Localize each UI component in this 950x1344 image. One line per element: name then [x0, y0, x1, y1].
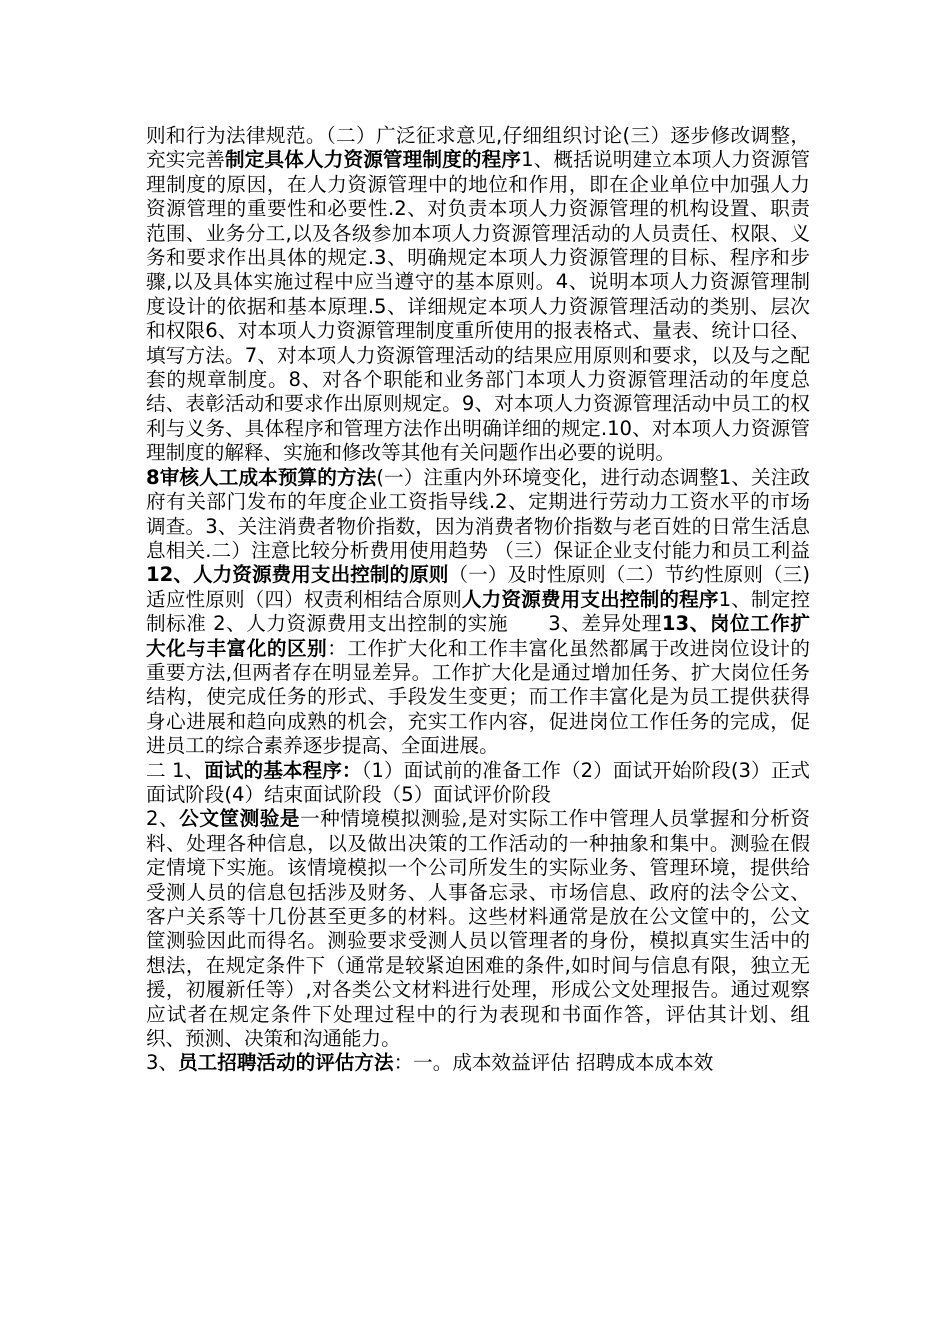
- paragraph-in-basket-test: [146, 807, 810, 1051]
- text-run: 二 1、: [146, 758, 205, 782]
- heading-run: 人力资源费用支出控制的程序: [461, 587, 719, 611]
- paragraph-hr-system-procedure: [146, 124, 810, 466]
- text-run: 2、: [146, 807, 180, 831]
- heading-run: 13、岗位工作扩大化与丰富化的区别: [146, 612, 810, 660]
- text-run: 3、: [146, 1051, 179, 1075]
- heading-run: 12、人力资源费用支出控制的原则: [146, 563, 449, 587]
- paragraph-labor-cost-budget: [146, 466, 810, 759]
- heading-run: 员工招聘活动的评估方法: [178, 1051, 394, 1075]
- heading-run: 制定具体人力资源管理制度的程序: [224, 148, 522, 172]
- text-run: 1、制定控制标准 2、人力资源费用支出控制的实施 3、差异处理: [146, 587, 811, 636]
- paragraph-interview-procedure: [146, 759, 810, 808]
- heading-run: 面试的基本程序：: [204, 758, 362, 782]
- heading-run: 公文筐测验是: [179, 807, 301, 831]
- text-run: ：一。成本效益评估 招聘成本成本效: [393, 1051, 714, 1075]
- document-page: [146, 124, 810, 1076]
- text-run: （1）面试前的准备工作（2）面试开始阶段(3）正式面试阶段(4）结束面试阶段（5）面试评价阶段: [146, 758, 810, 806]
- text-run: （一）及时性原则（二）节约性原则（三)适应性原则（四）权责利相结合原则: [146, 563, 810, 611]
- text-run: 1、概括说明建立本项人力资源管理制度的原因，在人力资源管理中的地位和作用，即在企业单位中加强人力资源管理的重要性和必要性.2、对负责本项人力资源管理的机构设置、职责范围、业务分工,以及各级参加本项人力资源管理活动的人员责任、权限、义务和要求作出具体的规定.3、明确规定本项人力资源管理的目标、程序和步骤,以及具体实施过程中应当遵守的基本原则。4、说明本项人力资源管理制度设计的依据和基本原理.5、详细规定本项人力资源管理活动的类别、层次和权限6、对本项人力资源管理制度重所使用的报表格式、量表、统计口径、填写方法。7、对本项人力资源管理活动的结果应用原则和要求，以及与之配套的规章制度。8、对各个职能和业务部门本项人力资源管理活动的年度总结、表彰活动和要求作出原则规定。9、对本项人力资源管理活动中员工的权利与义务、具体程序和管理方法作出明确详细的规定.10、对本项人力资源管理制度的解释、实施和修改等其他有关问题作出必要的说明。: [146, 148, 811, 465]
- paragraph-recruitment-evaluation: [146, 1051, 810, 1075]
- text-run: ：工作扩大化和工作丰富化虽然都属于改进岗位设计的重要方法,但两者存在明显差异。工作扩大化是通过增加任务、扩大岗位任务结构，使完成任务的形式、手段发生变更；而工作丰富化是为员工提供获得身心进展和趋向成熟的机会，充实工作内容，促进岗位工作任务的完成，促进员工的综合素养逐步提高、全面进展。: [146, 636, 811, 758]
- text-run: (一）注重内外环境变化，进行动态调整1、关注政府有关部门发布的年度企业工资指导线.2、定期进行劳动力工资水平的市场调查。3、关注消费者物价指数，因为消费者物价指数与老百姓的日常生活息息相关.二）注意比较分析费用使用趋势 （三）保证企业支付能力和员工利益: [146, 465, 810, 562]
- heading-run: 8审核人工成本预算的方法: [146, 465, 377, 489]
- text-run: 一种情境模拟测验,是对实际工作中管理人员掌握和分析资料、处理各种信息，以及做出决策的工作活动的一种抽象和集中。测验在假定情境下实施。该情境模拟一个公司所发生的实际业务、管理环境，提供给受测人员的信息包括涉及财务、人事备忘录、市场信息、政府的法令公文、客户关系等十几份甚至更多的材料。这些材料通常是放在公文筐中的，公文筐测验因此而得名。测验要求受测人员以管理者的身份，模拟真实生活中的想法，在规定条件下（通常是较紧迫困难的条件,如时间与信息有限，独立无援，初履新任等）,对各类公文材料进行处理，形成公文处理报告。通过观察应试者在规定条件下处理过程中的行为表现和书面作答，评估其计划、组织、预测、决策和沟通能力。: [146, 807, 810, 1051]
- text-run: 则和行为法律规范。（二）广泛征求意见,仔细组织讨论(三）逐步修改调整，充实完善: [146, 124, 810, 172]
